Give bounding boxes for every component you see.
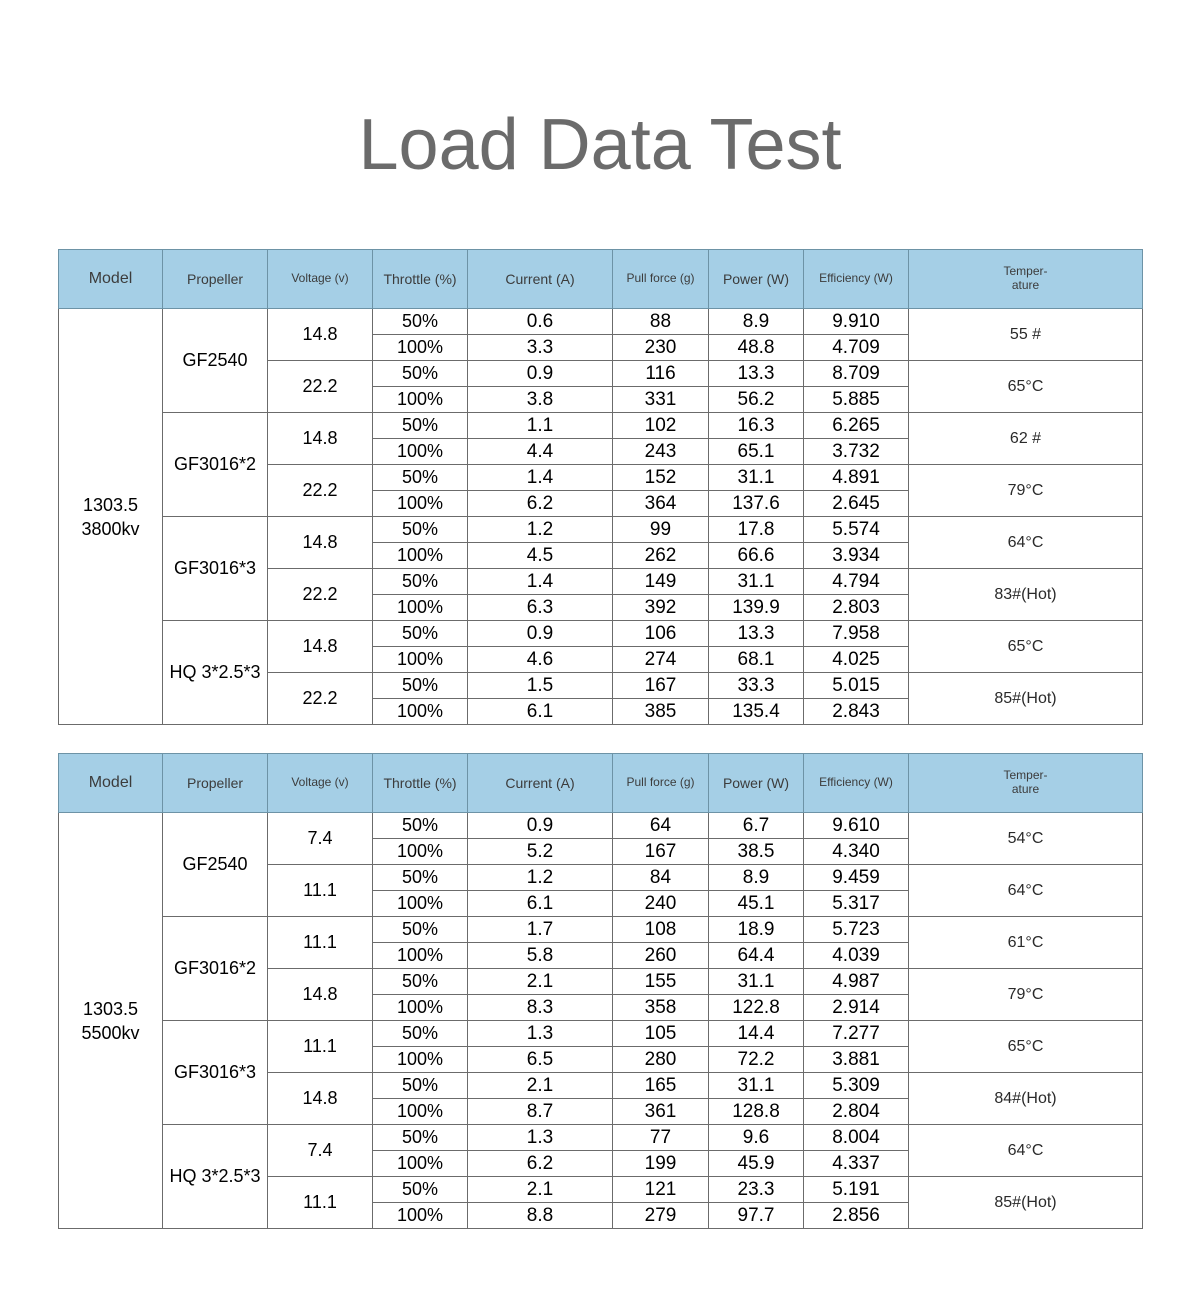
cell-efficiency: 4.039 [804,943,909,969]
cell-power: 18.9 [709,917,804,943]
cell-efficiency: 9.459 [804,865,909,891]
cell-power: 31.1 [709,569,804,595]
cell-current: 6.1 [468,891,613,917]
cell-pull-force: 361 [613,1099,709,1125]
column-header-temperature: Temper- ature [909,754,1143,813]
cell-efficiency: 9.610 [804,813,909,839]
cell-voltage: 14.8 [268,517,373,569]
cell-power: 17.8 [709,517,804,543]
cell-current: 5.8 [468,943,613,969]
cell-throttle: 100% [373,1047,468,1073]
cell-propeller: HQ 3*2.5*3 [163,1125,268,1229]
cell-pull-force: 385 [613,699,709,725]
cell-temperature: 84#(Hot) [909,1073,1143,1125]
cell-efficiency: 5.015 [804,673,909,699]
cell-throttle: 50% [373,865,468,891]
cell-current: 5.2 [468,839,613,865]
column-header-propeller: Propeller [163,250,268,309]
cell-voltage: 7.4 [268,813,373,865]
header-row [59,250,1143,309]
cell-propeller: GF3016*2 [163,413,268,517]
column-header-pull-force: Pull force (g) [613,250,709,309]
cell-temperature: 61°C [909,917,1143,969]
cell-efficiency: 5.885 [804,387,909,413]
cell-efficiency: 5.309 [804,1073,909,1099]
cell-throttle: 50% [373,813,468,839]
cell-current: 6.2 [468,491,613,517]
cell-propeller: GF3016*2 [163,917,268,1021]
cell-power: 128.8 [709,1099,804,1125]
cell-power: 135.4 [709,699,804,725]
cell-efficiency: 6.265 [804,413,909,439]
header-row [59,754,1143,813]
cell-throttle: 100% [373,543,468,569]
cell-propeller: GF3016*3 [163,517,268,621]
cell-current: 3.8 [468,387,613,413]
cell-current: 6.3 [468,595,613,621]
cell-propeller: GF2540 [163,813,268,917]
cell-voltage: 14.8 [268,621,373,673]
cell-current: 4.5 [468,543,613,569]
cell-pull-force: 240 [613,891,709,917]
cell-efficiency: 9.910 [804,309,909,335]
cell-voltage: 14.8 [268,413,373,465]
cell-power: 13.3 [709,361,804,387]
cell-pull-force: 167 [613,839,709,865]
cell-pull-force: 165 [613,1073,709,1099]
cell-current: 6.5 [468,1047,613,1073]
cell-throttle: 100% [373,595,468,621]
cell-efficiency: 5.574 [804,517,909,543]
cell-current: 0.6 [468,309,613,335]
cell-efficiency: 5.723 [804,917,909,943]
load-data-table-5500kv [58,753,1143,1229]
cell-throttle: 100% [373,387,468,413]
cell-power: 14.4 [709,1021,804,1047]
cell-temperature: 64°C [909,1125,1143,1177]
cell-pull-force: 155 [613,969,709,995]
cell-throttle: 100% [373,491,468,517]
cell-pull-force: 77 [613,1125,709,1151]
table-row [59,309,1143,335]
cell-throttle: 50% [373,673,468,699]
column-header-efficiency: Efficiency (W) [804,754,909,813]
cell-pull-force: 149 [613,569,709,595]
cell-pull-force: 230 [613,335,709,361]
cell-pull-force: 280 [613,1047,709,1073]
cell-pull-force: 99 [613,517,709,543]
cell-throttle: 100% [373,839,468,865]
cell-throttle: 50% [373,1073,468,1099]
cell-voltage: 22.2 [268,569,373,621]
table-row [59,621,1143,647]
cell-current: 1.4 [468,465,613,491]
cell-power: 33.3 [709,673,804,699]
cell-pull-force: 331 [613,387,709,413]
cell-temperature: 64°C [909,865,1143,917]
column-header-pull-force: Pull force (g) [613,754,709,813]
column-header-model: Model [59,754,163,813]
cell-current: 1.3 [468,1021,613,1047]
cell-current: 1.5 [468,673,613,699]
cell-efficiency: 4.025 [804,647,909,673]
cell-pull-force: 279 [613,1203,709,1229]
column-header-throttle: Throttle (%) [373,250,468,309]
cell-voltage: 7.4 [268,1125,373,1177]
cell-voltage: 14.8 [268,309,373,361]
cell-throttle: 100% [373,647,468,673]
cell-throttle: 100% [373,699,468,725]
cell-pull-force: 152 [613,465,709,491]
cell-temperature: 85#(Hot) [909,673,1143,725]
cell-propeller: HQ 3*2.5*3 [163,621,268,725]
cell-pull-force: 116 [613,361,709,387]
cell-model: 1303.5 3800kv [59,309,163,725]
cell-current: 0.9 [468,361,613,387]
cell-efficiency: 7.277 [804,1021,909,1047]
cell-power: 31.1 [709,1073,804,1099]
cell-throttle: 50% [373,1021,468,1047]
cell-current: 8.8 [468,1203,613,1229]
cell-current: 6.1 [468,699,613,725]
cell-throttle: 100% [373,1099,468,1125]
cell-throttle: 50% [373,309,468,335]
cell-voltage: 11.1 [268,1021,373,1073]
cell-power: 66.6 [709,543,804,569]
cell-current: 2.1 [468,1073,613,1099]
cell-efficiency: 8.709 [804,361,909,387]
table-row [59,517,1143,543]
cell-throttle: 100% [373,1203,468,1229]
cell-pull-force: 167 [613,673,709,699]
cell-power: 16.3 [709,413,804,439]
cell-voltage: 22.2 [268,673,373,725]
cell-propeller: GF2540 [163,309,268,413]
cell-throttle: 100% [373,439,468,465]
cell-power: 9.6 [709,1125,804,1151]
cell-power: 48.8 [709,335,804,361]
cell-efficiency: 3.934 [804,543,909,569]
cell-efficiency: 2.843 [804,699,909,725]
cell-model: 1303.5 5500kv [59,813,163,1229]
cell-current: 0.9 [468,621,613,647]
table-row [59,1021,1143,1047]
column-header-current: Current (A) [468,250,613,309]
cell-efficiency: 4.891 [804,465,909,491]
cell-current: 3.3 [468,335,613,361]
cell-pull-force: 64 [613,813,709,839]
column-header-power: Power (W) [709,754,804,813]
cell-throttle: 50% [373,969,468,995]
cell-efficiency: 2.914 [804,995,909,1021]
cell-throttle: 100% [373,995,468,1021]
cell-current: 8.3 [468,995,613,1021]
cell-temperature: 62 # [909,413,1143,465]
cell-throttle: 50% [373,413,468,439]
cell-efficiency: 5.191 [804,1177,909,1203]
cell-efficiency: 4.340 [804,839,909,865]
cell-current: 1.4 [468,569,613,595]
load-data-table-3800kv [58,249,1143,725]
cell-efficiency: 3.881 [804,1047,909,1073]
cell-power: 38.5 [709,839,804,865]
column-header-propeller: Propeller [163,754,268,813]
cell-throttle: 50% [373,621,468,647]
cell-pull-force: 243 [613,439,709,465]
cell-temperature: 64°C [909,517,1143,569]
cell-pull-force: 84 [613,865,709,891]
column-header-model: Model [59,250,163,309]
table-row [59,413,1143,439]
cell-efficiency: 4.337 [804,1151,909,1177]
cell-current: 0.9 [468,813,613,839]
cell-voltage: 22.2 [268,361,373,413]
cell-power: 6.7 [709,813,804,839]
cell-pull-force: 108 [613,917,709,943]
cell-temperature: 83#(Hot) [909,569,1143,621]
cell-power: 45.9 [709,1151,804,1177]
cell-current: 1.3 [468,1125,613,1151]
cell-throttle: 50% [373,465,468,491]
table-header [59,754,1143,813]
cell-throttle: 100% [373,1151,468,1177]
cell-throttle: 50% [373,1125,468,1151]
column-header-voltage: Voltage (v) [268,250,373,309]
column-header-current: Current (A) [468,754,613,813]
cell-voltage: 11.1 [268,1177,373,1229]
cell-power: 31.1 [709,969,804,995]
cell-voltage: 11.1 [268,917,373,969]
cell-propeller: GF3016*3 [163,1021,268,1125]
cell-throttle: 50% [373,917,468,943]
cell-pull-force: 121 [613,1177,709,1203]
cell-power: 45.1 [709,891,804,917]
cell-throttle: 50% [373,517,468,543]
cell-power: 68.1 [709,647,804,673]
table-row [59,813,1143,839]
column-header-efficiency: Efficiency (W) [804,250,909,309]
cell-temperature: 85#(Hot) [909,1177,1143,1229]
cell-pull-force: 106 [613,621,709,647]
cell-temperature: 65°C [909,361,1143,413]
column-header-power: Power (W) [709,250,804,309]
cell-current: 8.7 [468,1099,613,1125]
cell-temperature: 65°C [909,621,1143,673]
cell-efficiency: 4.987 [804,969,909,995]
page-title: Load Data Test [358,105,842,186]
cell-efficiency: 5.317 [804,891,909,917]
table-header [59,250,1143,309]
cell-current: 1.7 [468,917,613,943]
cell-pull-force: 392 [613,595,709,621]
cell-throttle: 100% [373,891,468,917]
cell-throttle: 50% [373,1177,468,1203]
cell-temperature: 79°C [909,465,1143,517]
table-row [59,1125,1143,1151]
cell-temperature: 65°C [909,1021,1143,1073]
cell-power: 23.3 [709,1177,804,1203]
cell-power: 8.9 [709,309,804,335]
cell-throttle: 100% [373,335,468,361]
cell-throttle: 50% [373,569,468,595]
column-header-temperature: Temper- ature [909,250,1143,309]
cell-efficiency: 2.645 [804,491,909,517]
cell-power: 97.7 [709,1203,804,1229]
table-row [59,917,1143,943]
cell-throttle: 50% [373,361,468,387]
cell-pull-force: 358 [613,995,709,1021]
cell-pull-force: 88 [613,309,709,335]
cell-pull-force: 364 [613,491,709,517]
cell-power: 64.4 [709,943,804,969]
cell-power: 8.9 [709,865,804,891]
cell-power: 139.9 [709,595,804,621]
cell-power: 31.1 [709,465,804,491]
cell-current: 4.6 [468,647,613,673]
cell-voltage: 11.1 [268,865,373,917]
cell-voltage: 22.2 [268,465,373,517]
cell-current: 1.1 [468,413,613,439]
table-body [59,309,1143,725]
cell-efficiency: 4.709 [804,335,909,361]
cell-temperature: 79°C [909,969,1143,1021]
cell-power: 72.2 [709,1047,804,1073]
cell-pull-force: 102 [613,413,709,439]
cell-pull-force: 105 [613,1021,709,1047]
cell-pull-force: 199 [613,1151,709,1177]
cell-current: 1.2 [468,517,613,543]
cell-power: 56.2 [709,387,804,413]
cell-current: 1.2 [468,865,613,891]
cell-efficiency: 8.004 [804,1125,909,1151]
cell-voltage: 14.8 [268,969,373,1021]
cell-power: 13.3 [709,621,804,647]
cell-efficiency: 7.958 [804,621,909,647]
cell-pull-force: 262 [613,543,709,569]
cell-pull-force: 274 [613,647,709,673]
cell-efficiency: 4.794 [804,569,909,595]
cell-voltage: 14.8 [268,1073,373,1125]
cell-temperature: 54°C [909,813,1143,865]
column-header-voltage: Voltage (v) [268,754,373,813]
cell-efficiency: 2.803 [804,595,909,621]
cell-efficiency: 2.804 [804,1099,909,1125]
cell-current: 4.4 [468,439,613,465]
cell-power: 122.8 [709,995,804,1021]
cell-power: 137.6 [709,491,804,517]
cell-temperature: 55 # [909,309,1143,361]
cell-power: 65.1 [709,439,804,465]
cell-current: 2.1 [468,969,613,995]
column-header-throttle: Throttle (%) [373,754,468,813]
cell-throttle: 100% [373,943,468,969]
cell-efficiency: 2.856 [804,1203,909,1229]
cell-pull-force: 260 [613,943,709,969]
cell-current: 2.1 [468,1177,613,1203]
cell-efficiency: 3.732 [804,439,909,465]
table-body [59,813,1143,1229]
cell-current: 6.2 [468,1151,613,1177]
